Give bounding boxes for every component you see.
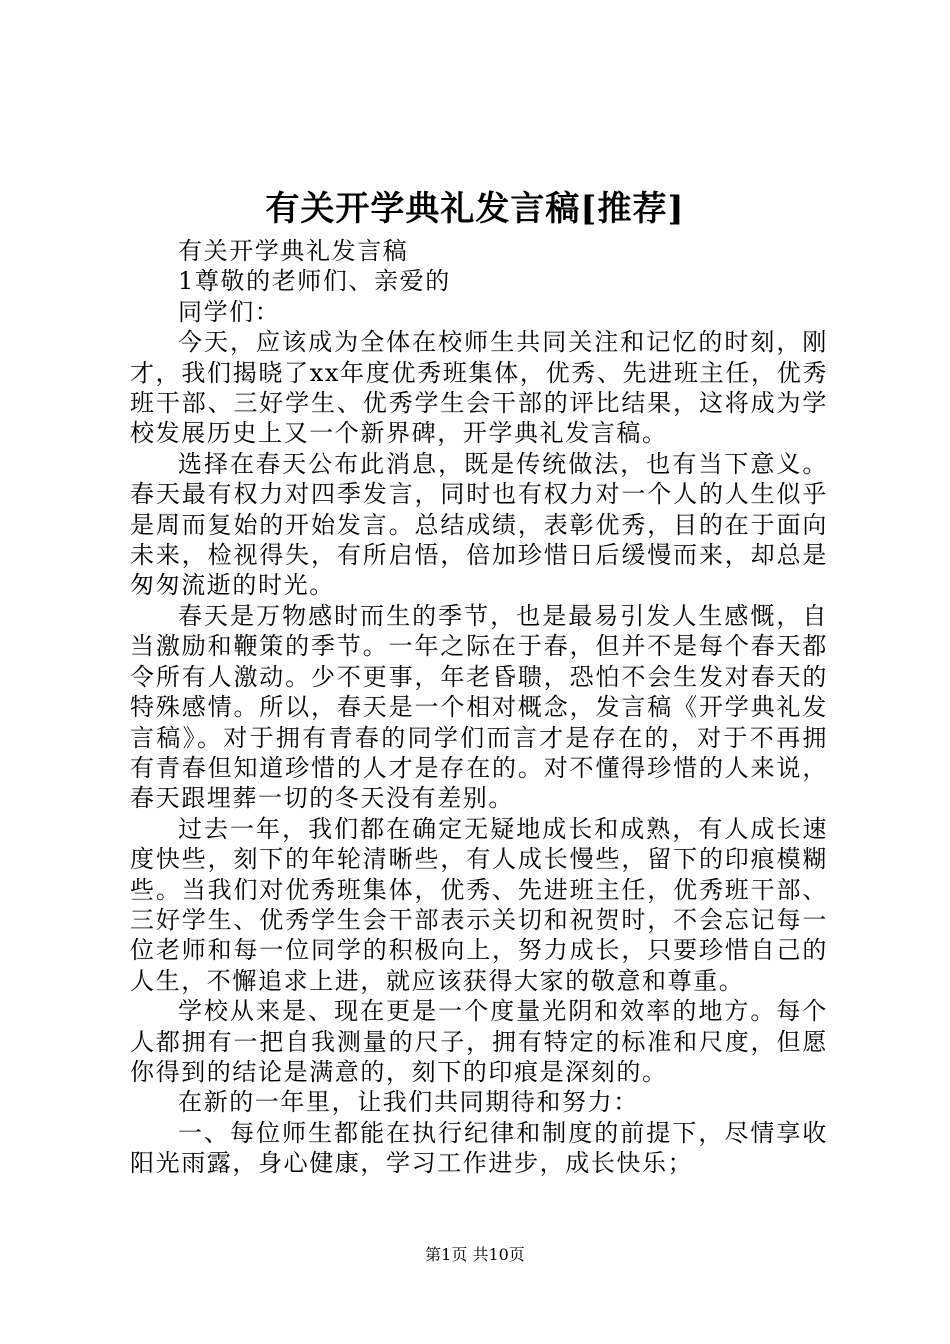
document-body [130,236,828,1179]
paragraph-subtitle: 有关开学典礼发言稿 [178,237,409,265]
paragraph: 过去一年，我们都在确定无疑地成长和成熟，有人成长速度快些，刻下的年轮清晰些，有人成长慢些，留下的印痕模糊些。当我们对优秀班集体，优秀、先进班主任，优秀班干部、三好学生、优秀学生会干部表示关切和祝贺时，不会忘记每一位老师和每一位同学的积极向上，努力成长，只要珍惜自己的人生，不懈追求上进，就应该获得大家的敬意和尊重。 [130,814,828,995]
paragraph: 一、每位师生都能在执行纪律和制度的前提下，尽情享收阳光雨露，身心健康，学习工作进步，成长快乐； [130,1118,828,1178]
paragraph: 今天，应该成为全体在校师生共同关注和记忆的时刻，刚才，我们揭晓了xx年度优秀班集体，优秀、先进班主任，优秀班干部、三好学生、优秀学生会干部的评比结果，这将成为学校发展历史上又一个新界碑，开学典礼发言稿。 [130,328,828,448]
paragraph-salutation-2: 同学们： [178,297,281,326]
page-footer: 第1页 共10页 [425,1245,525,1264]
document-title: 有关开学典礼发言稿[推荐] [265,189,685,229]
paragraph: 春天是万物感时而生的季节，也是最易引发人生感慨，自当激励和鞭策的季节。一年之际在于春，但并不是每个春天都令所有人激动。少不更事，年老昏聩，恐怕不会生发对春天的特殊感情。所以，春天是一个相对概念，发言稿《开学典礼发言稿》。对于拥有青春的同学们而言才是存在的，对于不再拥有青春但知道珍惜的人才是存在的。对不懂得珍惜的人来说，春天跟埋葬一切的冬天没有差别。 [130,601,828,813]
paragraph: 学校从来是、现在更是一个度量光阴和效率的地方。每个人都拥有一把自我测量的尺子，拥有特定的标准和尺度，但愿你得到的结论是满意的，刻下的印痕是深刻的。 [130,997,828,1086]
paragraph-salutation-1: 1尊敬的老师们、亲爱的 [178,267,451,296]
paragraph: 在新的一年里，让我们共同期待和努力： [178,1088,639,1117]
paragraph: 选择在春天公布此消息，既是传统做法，也有当下意义。春天最有权力对四季发言，同时也有权力对一个人的人生似乎是周而复始的开始发言。总结成绩，表彰优秀，目的在于面向未来，检视得失，有所启悟，倍加珍惜日后缓慢而来，却总是匆匆流逝的时光。 [130,449,828,600]
